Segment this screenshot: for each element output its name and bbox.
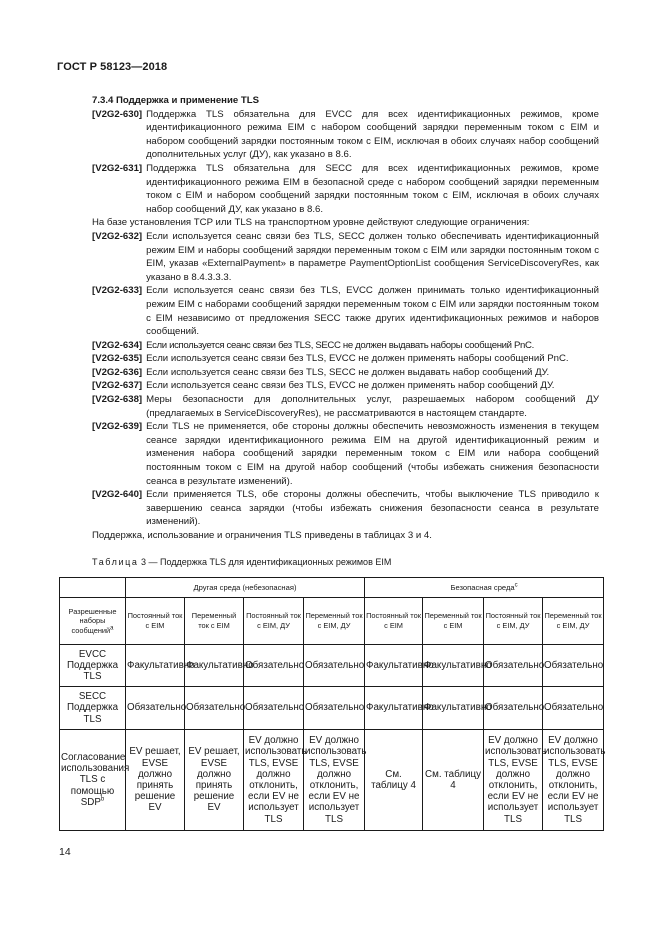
table-header-row bbox=[60, 578, 604, 598]
requirement-id: [V2G2-634] bbox=[92, 339, 143, 351]
requirement-638 bbox=[92, 393, 599, 420]
closing-paragraph: Поддержка, использование и ограничения TLS приведены в таблицах 3 и 4. bbox=[92, 530, 432, 541]
table-cell: Обязательно bbox=[185, 687, 244, 730]
group-header-unsafe: Другая среда (небезопасная) bbox=[126, 578, 365, 598]
requirement-text: Меры безопасности для дополнительных услуг, разрешаемых набором сообщений ДУ (предлагаемых в ServiceDiscoveryRes), не рассматриваются в настоящем стандарте. bbox=[146, 394, 599, 419]
requirement-id: [V2G2-638] bbox=[92, 394, 143, 406]
table-row-evcc bbox=[60, 645, 604, 687]
row-header-cell bbox=[60, 598, 126, 645]
row-label-cell: EVCC Поддержка TLS bbox=[60, 645, 126, 687]
requirement-632 bbox=[92, 230, 599, 284]
table-cell: EV должно использовать TLS, EVSE должно отклонить, если EV не использует TLS bbox=[484, 730, 543, 831]
table-cell: Обязательно bbox=[304, 687, 365, 730]
requirement-634 bbox=[92, 339, 599, 353]
requirement-text: Если используется сеанс связи без TLS, EVCC не должен применять набор сообщений ДУ. bbox=[146, 380, 555, 392]
subheader-cell: Постоянный ток с EIM bbox=[126, 598, 185, 645]
requirement-id: [V2G2-632] bbox=[92, 230, 143, 242]
table-cell: Обязательно bbox=[304, 645, 365, 687]
table-cell: Обязательно bbox=[126, 687, 185, 730]
table-cell: EV должно использовать TLS, EVSE должно отклонить, если EV не использует TLS bbox=[543, 730, 604, 831]
table-cell: См. таблицу 4 bbox=[365, 730, 423, 831]
requirement-text: Если TLS не применяется, обе стороны должны обеспечить невозможность изменения в текущем сеансе зарядки идентификационного режима EIM на другой идентификационный режим и изменения набора сообщений зарядки переменным током с EIM или набора сообщений постоянным током с EIM на другой набор сообщений (чтобы избежать снижения безопасности сеанса в результате изменений). bbox=[146, 421, 599, 487]
requirement-639 bbox=[92, 420, 599, 488]
requirement-text: Если используется сеанс связи без TLS, SECC не должен выдавать набор сообщений ДУ. bbox=[146, 366, 550, 378]
section-title: 7.3.4 Поддержка и применение TLS bbox=[92, 95, 259, 106]
requirement-text: Если применяется TLS, обе стороны должны обеспечить, чтобы выключение TLS приводило к завершению сеанса зарядки (чтобы избежать снижения безопасности сеанса в результате изменений). bbox=[146, 489, 599, 528]
requirement-text: Если используется сеанс связи без TLS, EVCC должен принимать только идентификационный режим EIM с наборами сообщений зарядки переменным током с EIM или зарядки постоянным током с EIM независимо от предложения SECC также других идентификационных режимов и наборов сообщений. bbox=[146, 285, 599, 338]
requirement-id: [V2G2-637] bbox=[92, 380, 143, 392]
table-cell: Факультативно bbox=[423, 687, 484, 730]
requirement-id: [V2G2-640] bbox=[92, 489, 143, 501]
requirement-633 bbox=[92, 284, 599, 338]
table-cell: EV решает, EVSE должно принять решение EV bbox=[185, 730, 244, 831]
subheader-cell: Постоянный ток с EIM, ДУ bbox=[484, 598, 543, 645]
main-content bbox=[92, 94, 599, 543]
requirement-630 bbox=[92, 108, 599, 162]
requirement-id: [V2G2-630] bbox=[92, 108, 143, 120]
requirement-id: [V2G2-631] bbox=[92, 162, 143, 174]
table-cell: Обязательно bbox=[484, 645, 543, 687]
group-header-safe-text: Безопасная среда bbox=[450, 583, 515, 592]
row-label-text: Согласование использования TLS с помощью SDP bbox=[61, 751, 130, 808]
subheader-cell: Переменный ток с EIM, ДУ bbox=[304, 598, 365, 645]
table-subheader-row bbox=[60, 598, 604, 645]
row-header-text: Разрешенные наборы сообщений bbox=[68, 606, 117, 635]
requirement-text: Поддержка TLS обязательна для EVCC для всех идентификационных режимов, кроме идентификационного режима EIM с набором сообщений зарядки переменным током с EIM и набором сообщений зарядки постоянным током с EIM, исключая в обоих случаях набор сообщений дополнительных услуг (ДУ), как указано в 8.6. bbox=[146, 108, 599, 161]
subheader-cell: Постоянный ток с EIM, ДУ bbox=[244, 598, 304, 645]
table-caption bbox=[92, 557, 391, 567]
group-header-safe bbox=[365, 578, 604, 598]
table-cell: EV должно использовать TLS, EVSE должно отклонить, если EV не использует TLS bbox=[304, 730, 365, 831]
requirement-635 bbox=[92, 352, 599, 366]
table-cell: См. таблицу 4 bbox=[423, 730, 484, 831]
page-number: 14 bbox=[59, 846, 71, 858]
table-cell: Факультативно bbox=[365, 687, 423, 730]
table-caption-prefix: Таблица bbox=[92, 557, 139, 567]
requirement-text: Если используется сеанс связи без TLS, SECC должен только обеспечивать идентификационный режим EIM и наборы сообщений зарядки переменным током с EIM или зарядки постоянным током с EIM, указав «ExternalPayment» в параметре PaymentOptionList сообщения ServiceDiscoveryRes, как указано в 8.4.3.3.3. bbox=[146, 230, 599, 283]
footnote-marker: b bbox=[100, 796, 105, 803]
tls-support-table bbox=[59, 577, 604, 831]
table-cell: EV решает, EVSE должно принять решение EV bbox=[126, 730, 185, 831]
requirement-text: Поддержка TLS обязательна для SECC для всех идентификационных режимов, кроме идентификационного режима EIM в безопасной среде с набором сообщений зарядки переменным током с EIM и набором сообщений зарядки постоянным током с EIM, исключая в обоих случаях набор сообщений ДУ, как указано в 8.6. bbox=[146, 162, 599, 215]
row-label-cell bbox=[60, 730, 130, 831]
table-caption-text: 3 — Поддержка TLS для идентификационных режимов EIM bbox=[138, 557, 392, 567]
footnote-marker: a bbox=[110, 625, 114, 632]
subheader-cell: Переменный ток с EIM, ДУ bbox=[543, 598, 604, 645]
subheader-cell: Переменный ток с EIM bbox=[185, 598, 244, 645]
table-cell: Обязательно bbox=[543, 645, 604, 687]
requirement-631 bbox=[92, 162, 599, 216]
intro-paragraph: На базе установления TCP или TLS на транспортном уровне действуют следующие ограничения: bbox=[92, 217, 530, 229]
document-header: ГОСТ Р 58123—2018 bbox=[57, 61, 168, 73]
table-cell: Факультативно bbox=[185, 645, 244, 687]
requirement-id: [V2G2-636] bbox=[92, 366, 143, 378]
table-cell: EV должно использовать TLS, EVSE должно отклонить, если EV не использует TLS bbox=[244, 730, 304, 831]
requirement-text: Если используется сеанс связи без TLS, SECC не должен выдавать наборы сообщений PnC. bbox=[146, 339, 534, 351]
table-cell: Обязательно bbox=[244, 645, 304, 687]
table-row-sdp bbox=[60, 730, 604, 831]
row-label-cell: SECC Поддержка TLS bbox=[60, 687, 126, 730]
requirement-id: [V2G2-633] bbox=[92, 285, 143, 297]
subheader-cell: Переменный ток с EIM bbox=[423, 598, 484, 645]
requirement-id: [V2G2-639] bbox=[92, 421, 143, 433]
table-corner-cell bbox=[60, 578, 126, 598]
requirement-636 bbox=[92, 366, 599, 380]
table-cell: Факультативно bbox=[423, 645, 484, 687]
requirement-id: [V2G2-635] bbox=[92, 353, 143, 365]
footnote-marker: c bbox=[514, 582, 518, 589]
table-cell: Обязательно bbox=[543, 687, 604, 730]
table-row-secc bbox=[60, 687, 604, 730]
requirement-text: Если используется сеанс связи без TLS, EVCC не должен применять наборы сообщений PnC. bbox=[146, 353, 569, 365]
table-cell: Обязательно bbox=[244, 687, 304, 730]
table-cell: Факультативно bbox=[365, 645, 423, 687]
requirement-640 bbox=[92, 488, 599, 529]
subheader-cell: Постоянный ток с EIM bbox=[365, 598, 423, 645]
table-cell: Факультативно bbox=[126, 645, 185, 687]
requirement-637 bbox=[92, 379, 599, 393]
table-cell: Обязательно bbox=[484, 687, 543, 730]
